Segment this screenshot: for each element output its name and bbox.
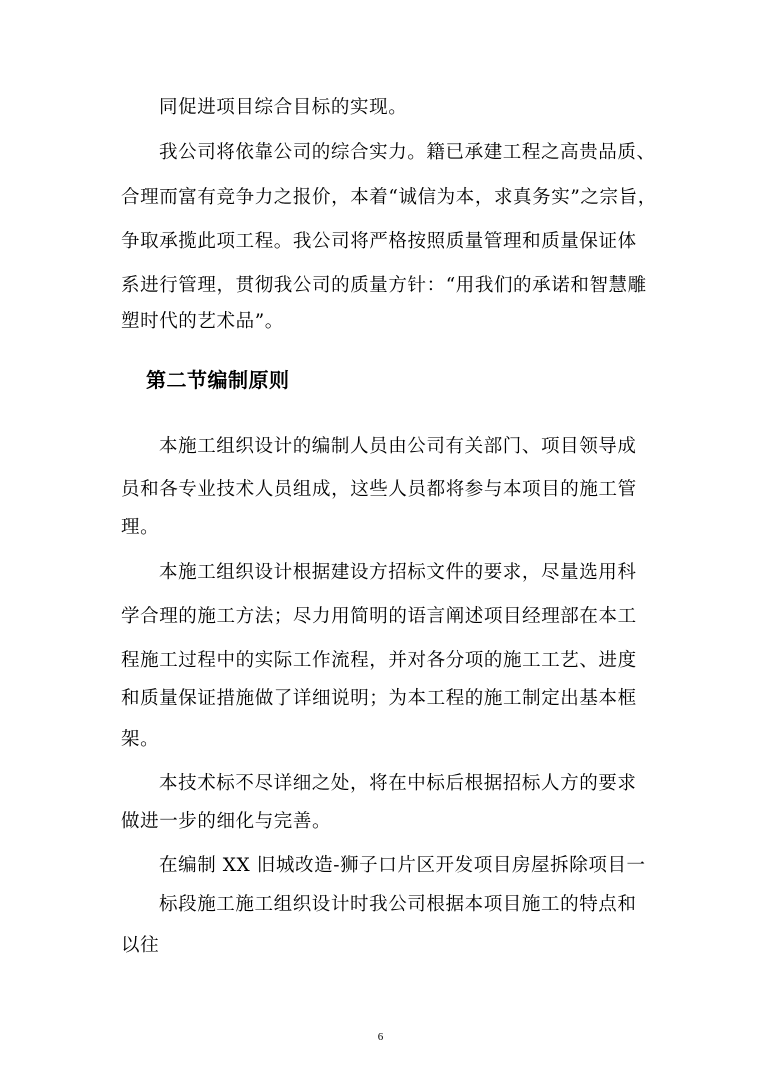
text-line: 架。	[121, 729, 160, 750]
text-line: 做进一步的细化与完善。	[121, 811, 332, 832]
text-line: 合理而富有竞争力之报价，本着“诚信为本，求真务实”之宗旨，	[121, 187, 657, 208]
text-line: 同促进项目综合目标的实现。	[159, 97, 408, 118]
section-heading: 第二节编制原则	[146, 368, 290, 392]
text-line: 系进行管理，贯彻我公司的质量方针：“用我们的承诺和智慧雕	[121, 275, 647, 296]
text-line: 以往	[121, 935, 160, 956]
text-line: 本施工组织设计的编制人员由公司有关部门、项目领导成	[159, 436, 637, 457]
text-line: 塑时代的艺术品”。	[121, 311, 284, 332]
text-line: 标段施工施工组织设计时我公司根据本项目施工的特点和	[159, 894, 637, 915]
text-line: 员和各专业技术人员组成，这些人员都将参与本项目的施工管	[121, 479, 637, 500]
text-line: 和质量保证措施做了详细说明；为本工程的施工制定出基本框	[121, 688, 637, 709]
text-line: 学合理的施工方法；尽力用简明的语言阐述项目经理部在本工	[121, 606, 637, 627]
page-number: 6	[377, 1031, 384, 1043]
text-line: 本施工组织设计根据建设方招标文件的要求，尽量选用科	[159, 562, 637, 583]
text-line: 在编制 XX 旧城改造-狮子口片区开发项目房屋拆除项目一	[159, 855, 646, 876]
text-line: 本技术标不尽详细之处，将在中标后根据招标人方的要求	[159, 773, 637, 794]
text-line: 理。	[121, 517, 160, 538]
text-line: 程施工过程中的实际工作流程，并对各分项的施工工艺、进度	[121, 650, 637, 671]
text-line: 争取承揽此项工程。我公司将严格按照质量管理和质量保证体	[121, 231, 637, 252]
text-line: 我公司将依靠公司的综合实力。籍已承建工程之高贵品质、	[159, 142, 656, 163]
